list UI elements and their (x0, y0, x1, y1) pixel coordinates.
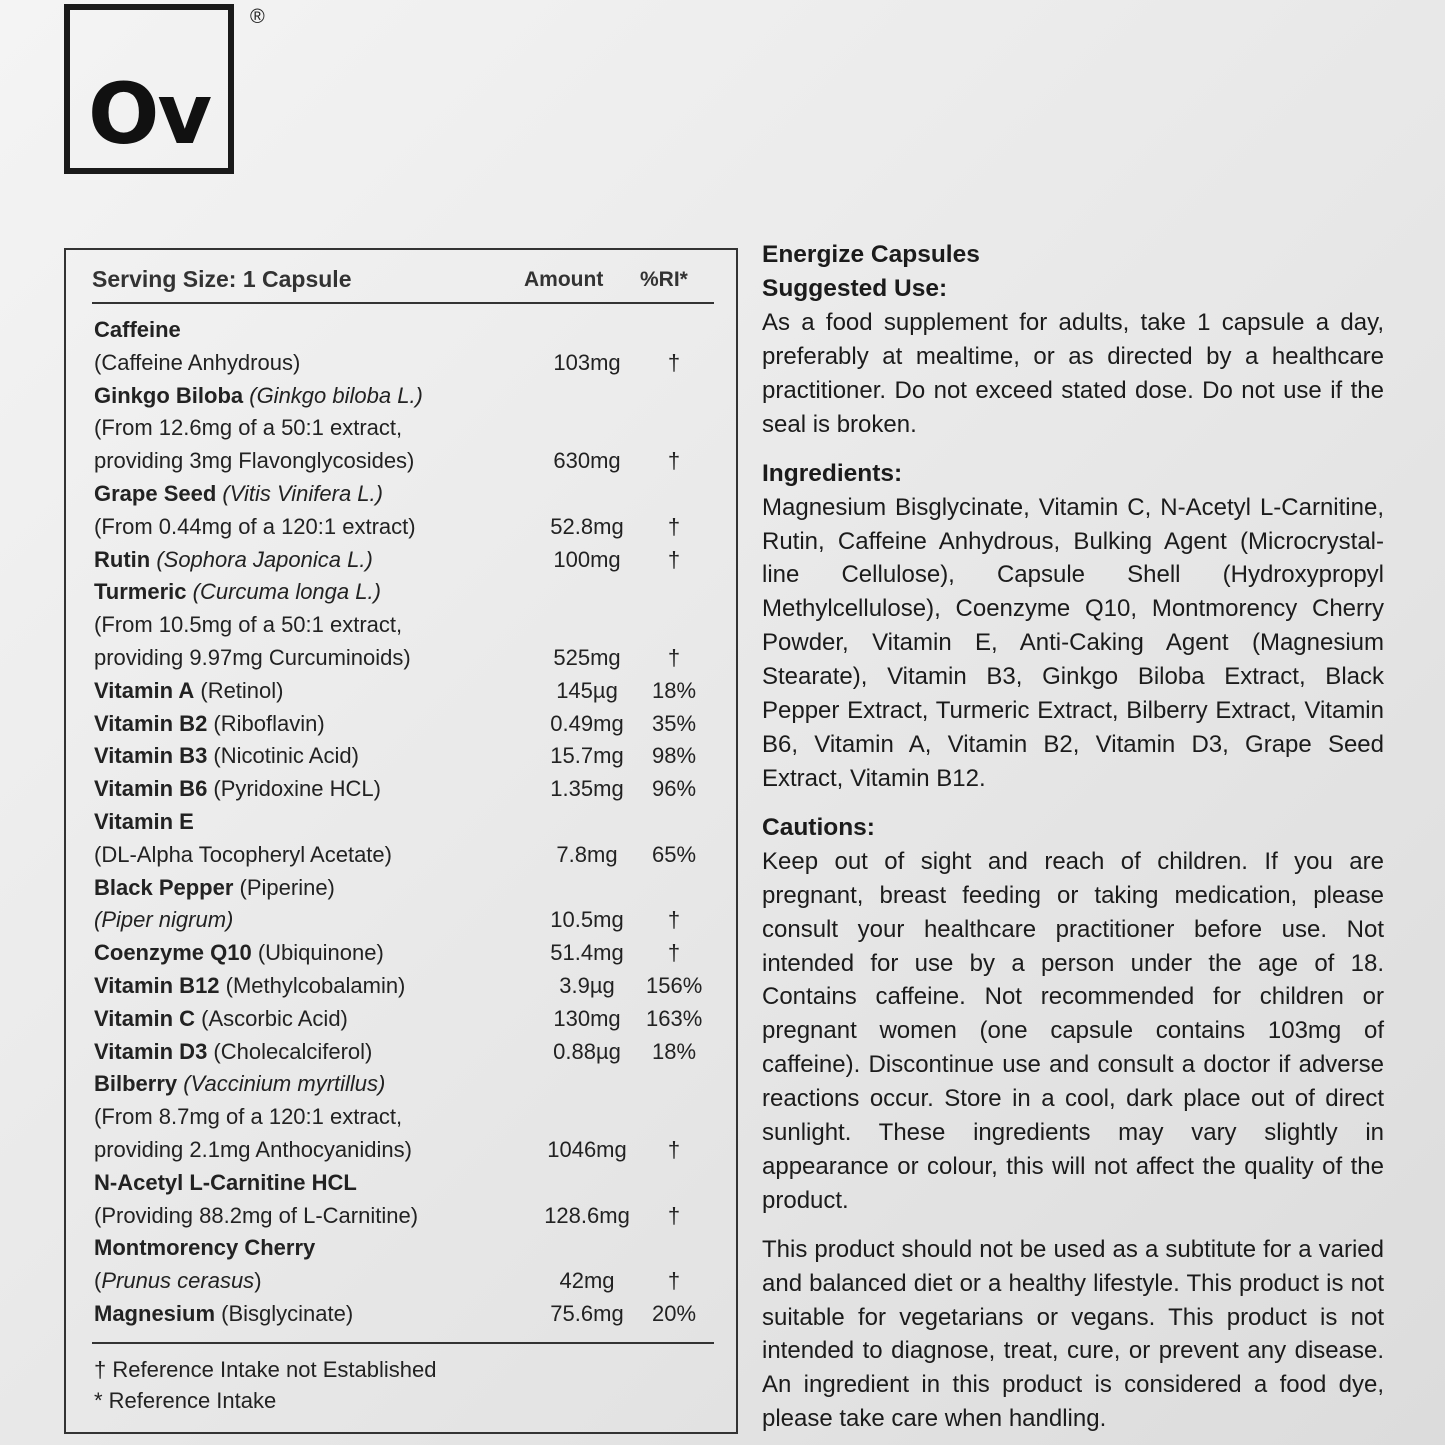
nutrient-plain-text: providing 9.97mg Curcuminoids) (94, 644, 411, 670)
nutrient-plain-text: (From 10.5mg of a 50:1 extract, (94, 612, 403, 638)
nutrient-row (94, 1265, 714, 1298)
nutrient-amount: 103mg (553, 349, 621, 375)
nutrient-bold-text: Magnesium (94, 1300, 216, 1326)
nutrient-row (94, 347, 714, 380)
nutrient-name (94, 708, 325, 741)
nutrient-name (94, 1232, 315, 1265)
nutrient-row (94, 412, 714, 445)
nutrient-name (94, 740, 359, 773)
nutrient-amount: 1046mg (547, 1136, 627, 1162)
nutrient-plain-text: (Riboflavin) (207, 710, 325, 736)
nutrient-name (94, 1068, 385, 1101)
nutrient-bold-text: Vitamin D3 (94, 1038, 208, 1064)
nutrient-bold-text: Montmorency Cherry (94, 1235, 316, 1261)
nutrient-ri: † (667, 1268, 681, 1294)
nutrient-amount: 130mg (553, 1005, 621, 1031)
nutrient-plain-text: providing 2.1mg Anthocyanidins) (94, 1136, 412, 1162)
nutrient-row (94, 806, 714, 839)
amount-column-header: Amount (524, 268, 604, 291)
nutrient-row (94, 1068, 714, 1101)
nutrient-ri: † (667, 907, 681, 933)
nutrient-name (94, 970, 405, 1003)
nutrient-row (94, 773, 714, 806)
nutrient-name (94, 609, 402, 642)
nutrient-row (94, 544, 714, 577)
nutrient-ri: 18% (651, 677, 697, 703)
nutrient-name (94, 1003, 348, 1036)
nutrient-name (94, 511, 416, 544)
nutrient-amount: 7.8mg (556, 841, 618, 867)
nutrient-ri: † (667, 940, 681, 966)
nutrient-ri: 18% (651, 1038, 697, 1064)
cautions-heading: Cautions: (762, 813, 875, 841)
nutrient-amount: 0.88µg (553, 1038, 621, 1064)
footnote-dagger: † Reference Intake not Established (94, 1357, 437, 1382)
nutrient-plain-text: (Pyridoxine HCL) (207, 776, 381, 802)
nutrient-name (94, 675, 284, 708)
nutrient-ri: † (667, 644, 681, 670)
nutrient-plain-text: (Nicotinic Acid) (207, 743, 359, 769)
nutrient-name (94, 314, 181, 347)
nutrient-row (94, 740, 714, 773)
nutrient-row (94, 642, 714, 675)
nutrient-name (94, 478, 383, 511)
ingredients-text: Magnesium Bisglycinate, Vitamin C, N-Acetyl L-Carnitine, Rutin, Caffeine Anhydrous, Bulking Agent (Microcrystal-line Cellulose), Capsule Shell (Hydroxypropyl Methylcellulose), Coenzyme Q10, Montmorency Cherry Powder, Vitamin E, Anti-Caking Agent (Magnesium Stearate), Vitamin B3, Ginkgo Biloba Extract, Black Pepper Extract, Turmeric Extract, Bilberry Extract, Vitamin B6, Vitamin A, Vitamin B2, Vitamin D3, Grape Seed Extract, Vitamin B12. (762, 493, 1384, 792)
ri-column-header: %RI* (640, 268, 688, 291)
nutrient-name (94, 642, 411, 675)
nutrient-plain-text: (Ubiquinone) (251, 940, 384, 966)
nutrient-bold-text: Caffeine (94, 317, 181, 342)
nutrient-amount: 75.6mg (550, 1300, 624, 1326)
nutrient-name (94, 1036, 372, 1069)
nutrient-italic-text: (Ginkgo biloba L.) (243, 382, 423, 408)
nutrient-bold-text: Grape Seed (94, 480, 217, 506)
nutrient-ri: 35% (651, 710, 697, 736)
nutrient-italic-text: (Sophora Japonica L.) (150, 546, 373, 572)
nutrient-italic-text: (Curcuma longa L.) (186, 579, 381, 605)
nutrient-bold-text: Vitamin B3 (94, 743, 208, 769)
product-title: Energize Capsules (762, 241, 980, 268)
nutrient-row (94, 314, 714, 347)
nutrient-bold-text: Vitamin A (94, 677, 195, 703)
nutrient-amount: 1.35mg (550, 776, 624, 802)
nutrient-amount: 128.6mg (544, 1202, 630, 1228)
nutrient-ri: † (667, 1202, 681, 1228)
nutrient-name (94, 412, 402, 445)
nutrient-plain-text: (Methylcobalamin) (219, 972, 406, 998)
nutrient-italic-text: Prunus cerasus (101, 1268, 255, 1294)
nutrient-row (94, 970, 714, 1003)
nutrient-name (94, 839, 392, 872)
nutrient-amount: 52.8mg (550, 513, 624, 539)
nutrient-name (94, 872, 335, 905)
nutrient-row (94, 478, 714, 511)
nutrient-row (94, 511, 714, 544)
nutrient-plain-text: providing 3mg Flavonglycosides) (94, 448, 415, 474)
nutrient-amount: 51.4mg (550, 940, 624, 966)
nutrient-amount: 15.7mg (550, 743, 624, 769)
nutrient-ri: † (667, 1136, 681, 1162)
nutrient-name (94, 576, 381, 609)
nutrient-bold-text: Vitamin C (94, 1005, 196, 1031)
nutrient-plain-text: (Cholecalciferol) (207, 1038, 373, 1064)
nutrient-ri: 65% (651, 841, 697, 867)
nutrient-plain-text: (Bisglycinate) (215, 1300, 354, 1326)
nutrient-amount: 145µg (556, 677, 618, 703)
nutrient-name (94, 1134, 412, 1167)
nutrient-plain-text: ( (94, 1268, 102, 1294)
nutrient-plain-text: (Retinol) (194, 677, 284, 703)
supplement-facts-panel (64, 248, 738, 1434)
nutrient-plain-text: (From 12.6mg of a 50:1 extract, (94, 415, 403, 441)
nutrient-row (94, 1134, 714, 1167)
nutrient-row (94, 708, 714, 741)
registered-mark: ® (250, 6, 265, 28)
nutrient-amount: 0.49mg (550, 710, 624, 736)
nutrient-ri: 163% (646, 1005, 703, 1031)
nutrient-bold-text: Black Pepper (94, 874, 234, 900)
nutrient-italic-text: (Vitis Vinifera L.) (216, 480, 383, 506)
nutrient-name (94, 1265, 262, 1298)
nutrient-amount: 100mg (553, 546, 621, 572)
nutrient-amount: 3.9µg (559, 972, 615, 998)
nutrient-row (94, 609, 714, 642)
nutrient-amount: 630mg (553, 448, 621, 474)
nutrient-name (94, 347, 300, 380)
nutrient-plain-text: (From 0.44mg of a 120:1 extract) (94, 513, 416, 539)
product-info (762, 238, 1384, 1436)
nutrient-row (94, 675, 714, 708)
nutrient-name (94, 1298, 353, 1331)
nutrient-row (94, 1036, 714, 1069)
disclaimer-text: This product should not be used as a subtitute for a varied and balanced diet or a healthy lifestyle. This product is not suitable for vegetarians or vegans. This product is not intended to diagnose, treat, cure, or prevent any disease. An ingredient in this product is considered a food dye, please take care when handling. (762, 1235, 1384, 1433)
footnote-asterisk: * Reference Intake (94, 1388, 277, 1413)
nutrient-bold-text: Vitamin B2 (94, 710, 208, 736)
nutrient-name (94, 1101, 402, 1134)
ingredients-heading: Ingredients: (762, 459, 903, 487)
nutrient-bold-text: Vitamin B6 (94, 776, 208, 802)
nutrient-bold-text: Ginkgo Biloba (94, 382, 244, 408)
nutrient-bold-text: Bilberry (94, 1071, 178, 1097)
nutrient-ri: † (667, 448, 681, 474)
nutrient-ri: 98% (651, 743, 697, 769)
nutrient-name (94, 544, 373, 577)
nutrient-rows (94, 314, 714, 1331)
nutrient-plain-text: (From 8.7mg of a 120:1 extract, (94, 1104, 403, 1130)
nutrient-row (94, 872, 714, 905)
panel-footnotes (92, 1342, 714, 1416)
nutrient-name (94, 773, 381, 806)
nutrient-row (94, 1200, 714, 1233)
nutrient-name (94, 445, 414, 478)
nutrient-ri: † (667, 513, 681, 539)
nutrient-name (94, 937, 384, 970)
nutrient-row (94, 445, 714, 478)
nutrient-row (94, 380, 714, 413)
nutrient-bold-text: Turmeric (94, 579, 187, 605)
nutrient-plain2-text: ) (254, 1268, 262, 1294)
nutrient-amount: 42mg (559, 1268, 615, 1294)
nutrient-row (94, 1232, 714, 1265)
nutrient-bold-text: Vitamin B12 (94, 972, 220, 998)
suggested-use-heading: Suggested Use: (762, 275, 948, 302)
nutrient-bold-text: N-Acetyl L-Carnitine HCL (94, 1169, 357, 1195)
nutrient-plain-text: (DL-Alpha Tocopheryl Acetate) (94, 841, 392, 867)
nutrient-bold-text: Coenzyme Q10 (94, 940, 252, 966)
nutrient-ri: 96% (651, 776, 697, 802)
nutrient-name (94, 380, 423, 413)
nutrient-amount: 10.5mg (550, 907, 624, 933)
nutrient-row (94, 1298, 714, 1331)
nutrient-ri: 156% (646, 972, 703, 998)
brand-logo (64, 4, 234, 174)
nutrient-name (94, 806, 194, 839)
nutrient-name (94, 1167, 357, 1200)
nutrient-bold-text: Rutin (94, 546, 151, 572)
nutrient-plain-text: (Caffeine Anhydrous) (94, 349, 301, 375)
nutrient-ri: 20% (651, 1300, 697, 1326)
nutrient-ri: † (667, 546, 681, 572)
nutrient-plain-text: (Providing 88.2mg of L-Carnitine) (94, 1202, 419, 1228)
nutrient-row (94, 904, 714, 937)
logo-text: Ov (88, 65, 211, 163)
nutrient-row (94, 839, 714, 872)
nutrient-row (94, 937, 714, 970)
serving-size-label: Serving Size: 1 Capsule (92, 266, 352, 292)
nutrient-row (94, 1167, 714, 1200)
nutrient-row (94, 576, 714, 609)
nutrient-ri: † (667, 349, 681, 375)
nutrient-row (94, 1003, 714, 1036)
panel-header (92, 264, 714, 304)
nutrient-amount: 525mg (553, 644, 621, 670)
cautions-text: Keep out of sight and reach of children. If you are pregnant, breast feeding or taking medication, please consult your healthcare practitioner before use. Not intended for use by a person under the age of 18. Contains caffeine. Not recommended for children or pregnant women (one capsule contains 103mg of caffeine). Discontinue use and consult a doctor if adverse reactions occur. Store in a cool, dark place out of direct sunlight. These ingredients may vary slightly in appearance or colour, this will not affect the quality of the product. (762, 847, 1384, 1214)
nutrient-italic-text: (Piper nigrum) (94, 907, 234, 933)
nutrient-bold-text: Vitamin E (94, 808, 194, 834)
nutrient-plain-text: (Ascorbic Acid) (195, 1005, 348, 1031)
nutrient-name (94, 1200, 418, 1233)
nutrient-plain-text: (Piperine) (233, 874, 335, 900)
nutrient-name (94, 904, 233, 937)
nutrient-row (94, 1101, 714, 1134)
suggested-use-text: As a food supplement for adults, take 1 capsule a day, preferably at mealtime, or as directed by a healthcare practitioner. Do not exceed stated dose. Do not use if the seal is broken. (762, 309, 1384, 438)
nutrient-italic-text: (Vaccinium myrtillus) (177, 1071, 386, 1097)
